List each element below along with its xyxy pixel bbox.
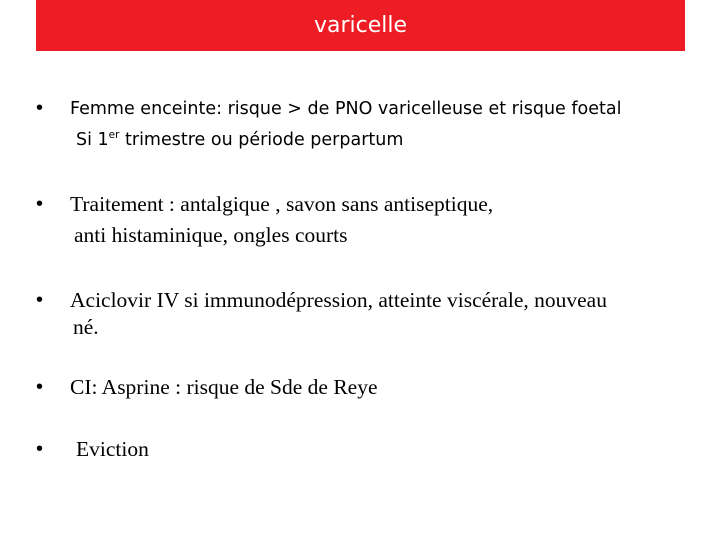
bullet-marker: •	[36, 376, 44, 398]
bullet-marker: •	[36, 289, 44, 311]
bullet-marker: •	[36, 438, 44, 460]
bullet-text-continued: né.	[73, 315, 99, 339]
bullet-text: Femme enceinte: risque > de PNO varicelleuse et risque foetal	[70, 99, 622, 119]
slide-title: varicelle	[36, 0, 685, 51]
bullet-text: CI: Asprine : risque de Sde de Reye	[70, 375, 378, 399]
superscript: er	[108, 129, 120, 141]
bullet-text: Traitement : antalgique , savon sans antiseptique,	[70, 192, 494, 216]
bullet-text-continued: anti histaminique, ongles courts	[74, 223, 348, 247]
bullet-marker: •	[36, 97, 44, 119]
text-fragment: Si 1	[76, 130, 109, 150]
bullet-text-continued	[76, 124, 403, 158]
text-fragment: trimestre ou période perpartum	[119, 130, 404, 150]
bullet-text: Aciclovir IV si immunodépression, atteinte viscérale, nouveau	[70, 288, 607, 312]
bullet-text: Eviction	[76, 437, 149, 461]
bullet-marker: •	[36, 193, 44, 215]
